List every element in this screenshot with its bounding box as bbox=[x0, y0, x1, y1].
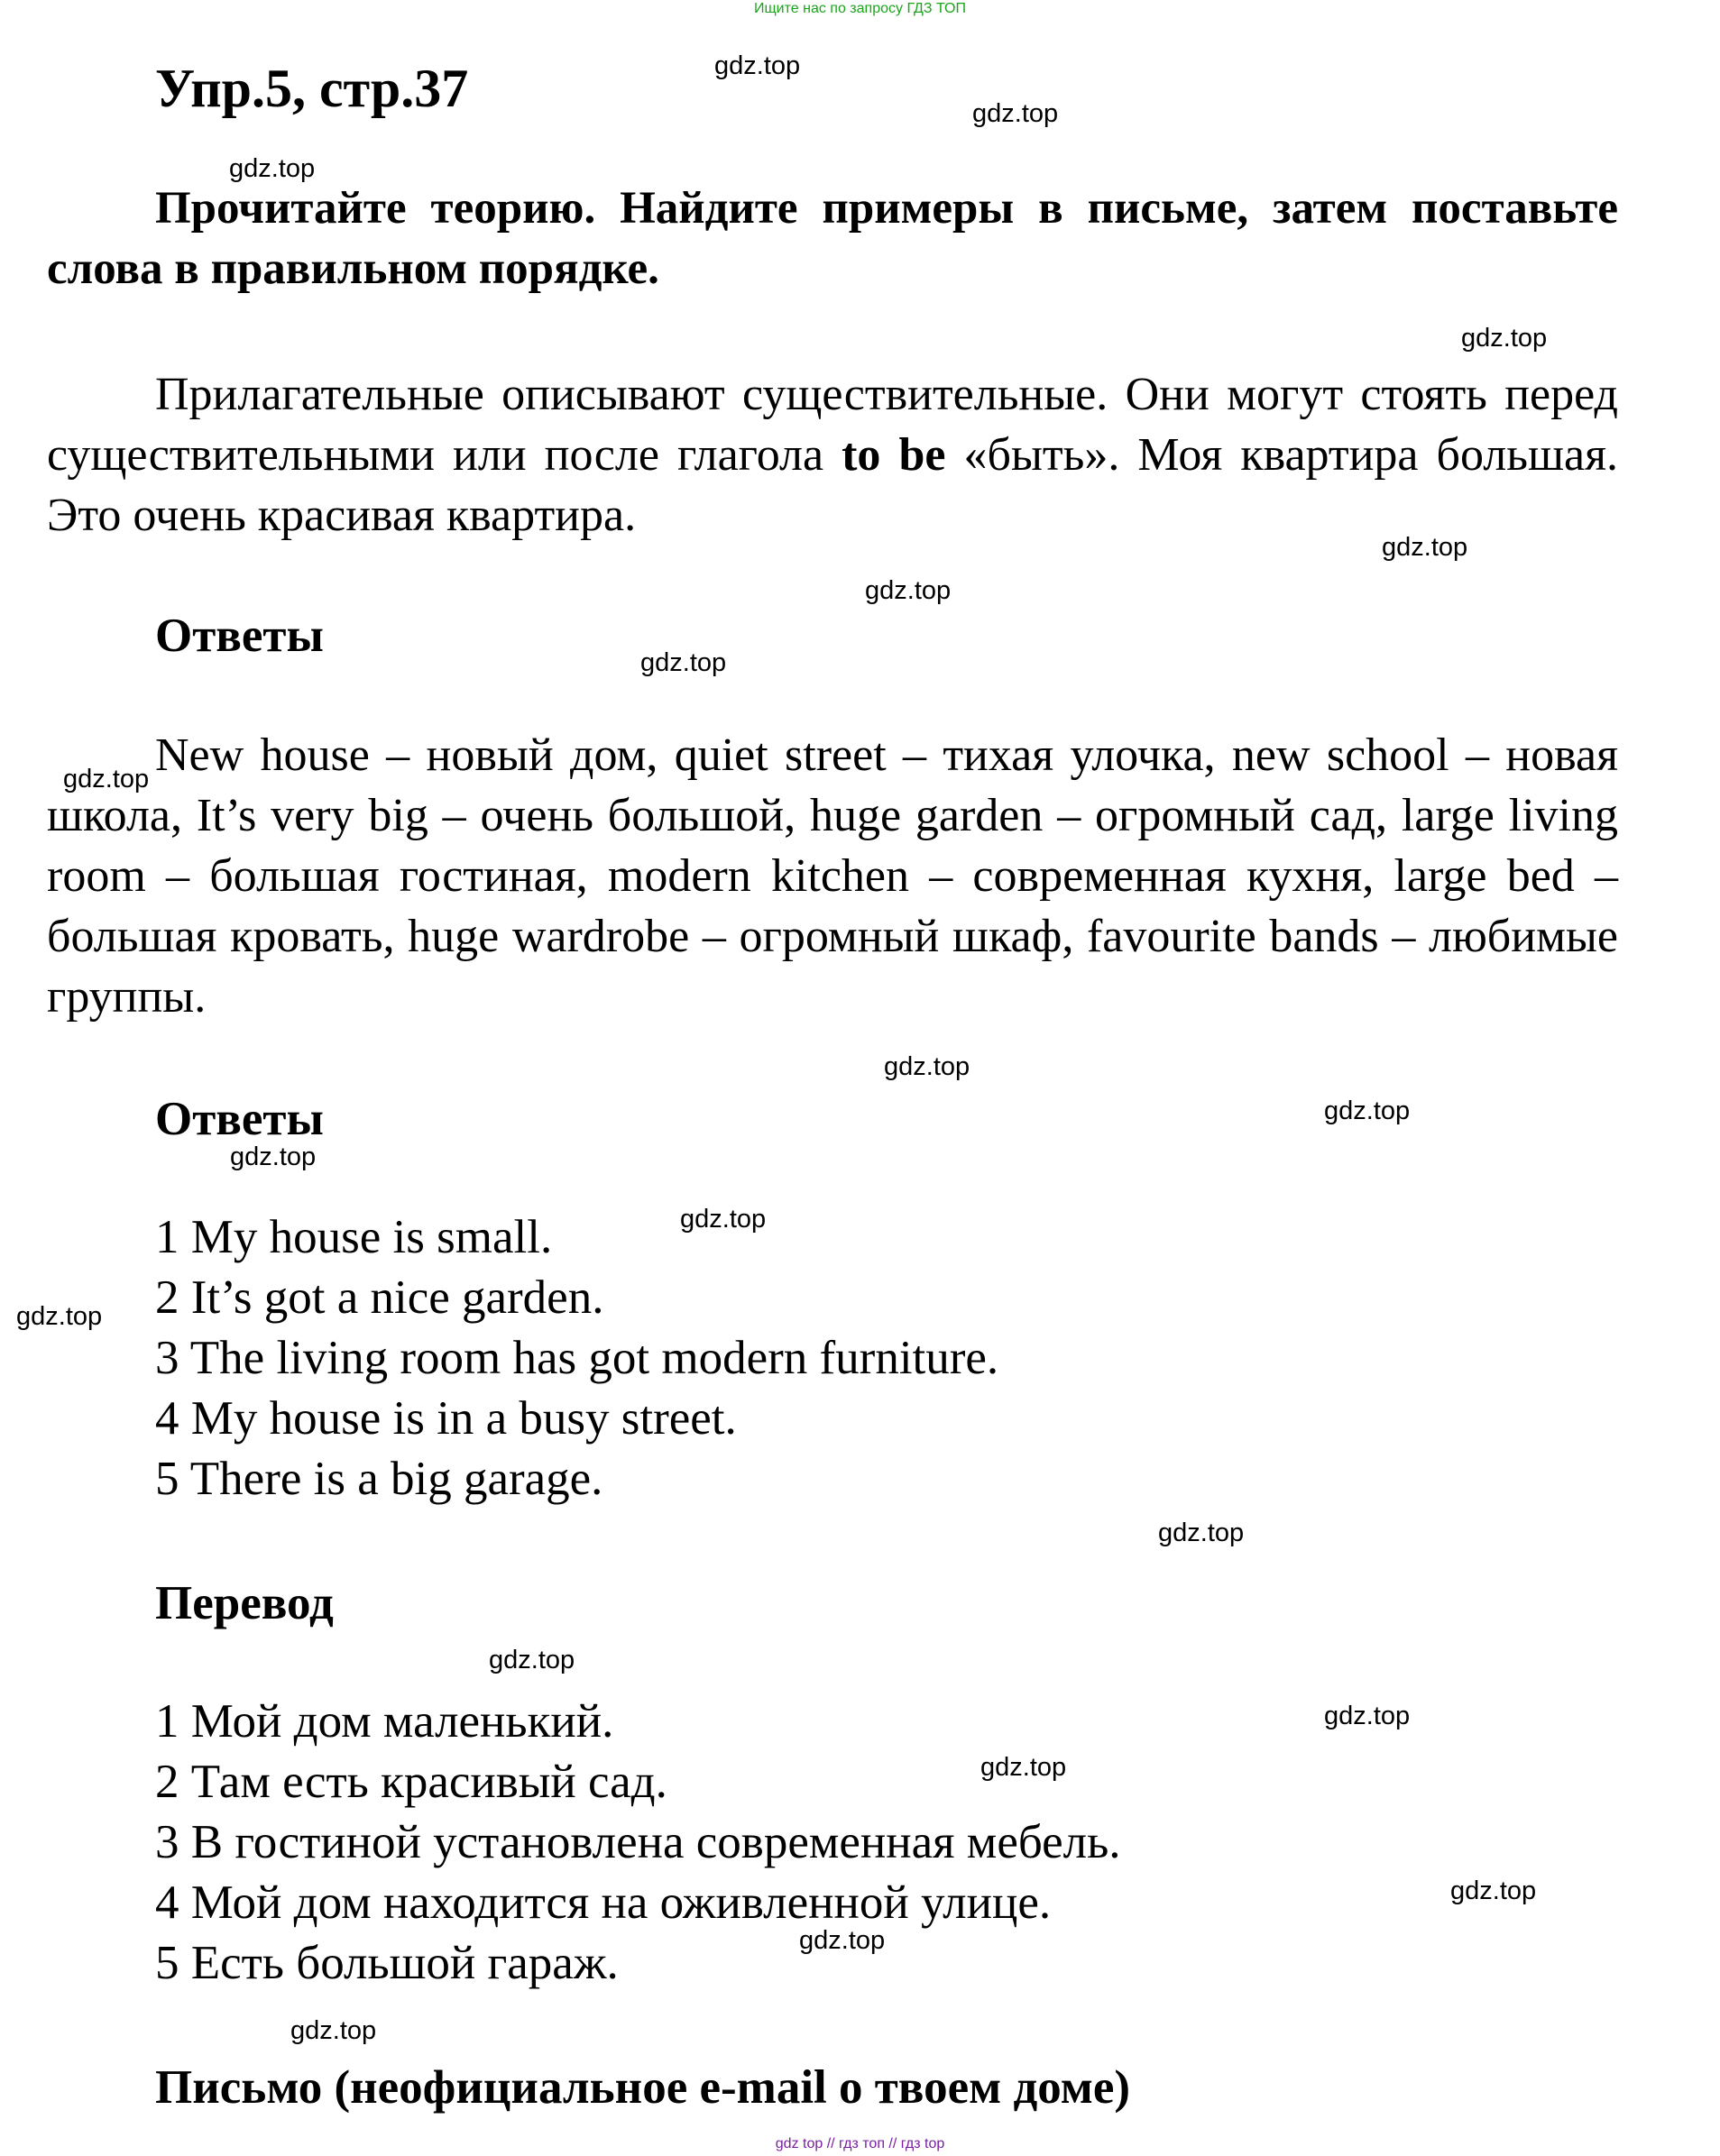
watermark: gdz.top bbox=[1450, 1876, 1537, 1905]
watermark: gdz.top bbox=[1158, 1518, 1245, 1547]
watermark: gdz.top bbox=[980, 1753, 1067, 1782]
watermark: gdz.top bbox=[1461, 324, 1548, 353]
watermark: gdz.top bbox=[230, 1142, 317, 1171]
watermark: gdz.top bbox=[1324, 1096, 1411, 1125]
translation-heading: Перевод bbox=[155, 1577, 334, 1629]
watermark: gdz.top bbox=[1382, 533, 1468, 562]
answers-heading-1: Ответы bbox=[155, 610, 324, 662]
watermark: gdz.top bbox=[290, 2016, 377, 2045]
answers-text-1: New house – новый дом, quiet street – тихая улочка, new school – новая школа, It’s very big – очень большой, huge garden – огромный сад, large living room – большая гостиная, modern kitchen – современная кухня, large bed – большая кровать, huge wardrobe – огромный шкаф, favourite bands – любимые группы. bbox=[47, 729, 1619, 1023]
list-item: 5 There is a big garage. bbox=[155, 1453, 603, 1505]
theory-text-part1: Прилагательные описывают существительные. Они могут стоять перед существительными или после глагола bbox=[47, 369, 1618, 481]
translation-list bbox=[155, 1692, 1121, 1994]
list-item: 5 Есть большой гараж. bbox=[155, 1937, 619, 1989]
answers-list bbox=[155, 1207, 998, 1509]
instruction-text: Прочитайте теорию. Найдите примеры в письме, затем поставьте слова в правильном порядке. bbox=[47, 183, 1618, 294]
watermark: gdz.top bbox=[16, 1302, 103, 1331]
list-item: 3 В гостиной установлена современная мебель. bbox=[155, 1816, 1121, 1868]
footer-note: gdz top // гдз топ // гдз top bbox=[775, 2136, 945, 2151]
letter-heading: Письмо (неофициальное e-mail о твоем доме) bbox=[155, 2061, 1131, 2114]
page-title: Упр.5, стр.37 bbox=[155, 59, 469, 118]
list-item: 3 The living room has got modern furniture. bbox=[155, 1332, 999, 1384]
theory-text-bold: to be bbox=[842, 429, 946, 481]
list-item: 1 Мой дом маленький. bbox=[155, 1695, 614, 1748]
answers-heading-2: Ответы bbox=[155, 1093, 324, 1145]
list-item: 1 My house is small. bbox=[155, 1211, 553, 1263]
watermark: gdz.top bbox=[229, 154, 316, 183]
watermark: gdz.top bbox=[865, 576, 952, 605]
watermark: gdz.top bbox=[884, 1052, 970, 1081]
watermark: gdz.top bbox=[1324, 1702, 1411, 1730]
list-item: 2 Там есть красивый сад. bbox=[155, 1756, 667, 1808]
watermark: gdz.top bbox=[714, 51, 801, 80]
theory-text-part2: «быть». Моя квартира большая. Это очень красивая квартира. bbox=[47, 429, 1618, 541]
watermark: gdz.top bbox=[972, 99, 1059, 128]
watermark: gdz.top bbox=[63, 765, 150, 794]
watermark: gdz.top bbox=[640, 648, 727, 677]
watermark: gdz.top bbox=[799, 1926, 886, 1955]
list-item: 4 Мой дом находится на оживленной улице. bbox=[155, 1876, 1052, 1929]
theory-text bbox=[47, 364, 1618, 546]
list-item: 2 It’s got a nice garden. bbox=[155, 1271, 604, 1324]
watermark: gdz.top bbox=[680, 1205, 767, 1234]
watermark: gdz.top bbox=[489, 1646, 575, 1674]
header-note: Ищите нас по запросу ГДЗ ТОП bbox=[754, 1, 966, 16]
list-item: 4 My house is in a busy street. bbox=[155, 1392, 737, 1445]
